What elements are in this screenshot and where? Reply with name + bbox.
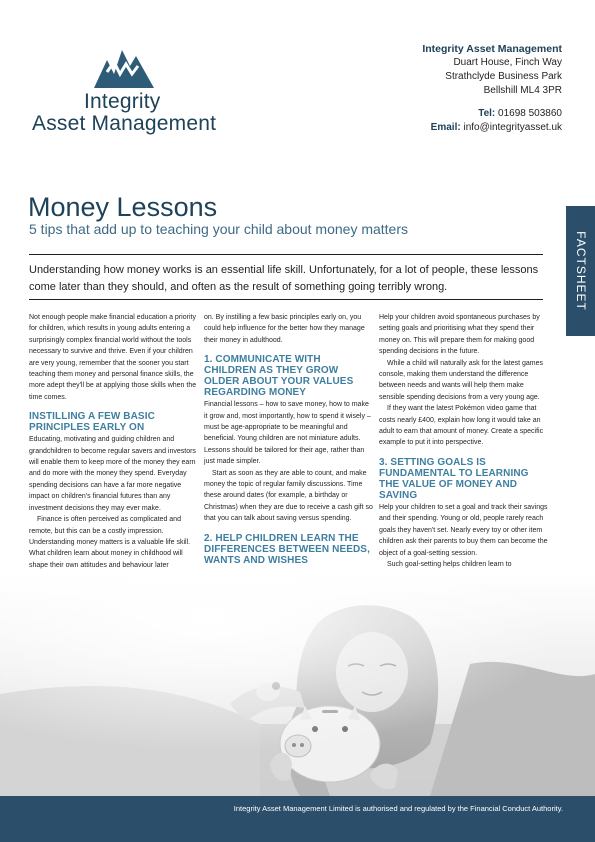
- article-column-2: [204, 312, 374, 567]
- address-line-3: Bellshill ML4 3PR: [483, 85, 562, 96]
- piggy-bank-photo-illustration: [0, 574, 595, 796]
- column-3-paragraph-5: Such goal-setting helps children learn to: [387, 560, 512, 568]
- page-title: Money Lessons: [28, 192, 218, 223]
- footer-bar: [0, 796, 595, 842]
- email-line: [422, 121, 562, 135]
- contact-details: [422, 42, 562, 135]
- email-label: Email:: [430, 122, 461, 133]
- column-3-heading-1: 3. SETTING GOALS IS FUNDAMENTAL TO LEARNING THE VALUE OF MONEY AND SAVING: [379, 456, 529, 501]
- factsheet-tab-label: FACTSHEET: [573, 231, 588, 311]
- article-column-3: [379, 312, 549, 570]
- address-line-1: Duart House, Finch Way: [453, 57, 562, 68]
- column-3-paragraph-2: While a child will naturally ask for the latest games console, making them understand the difference between needs and wants will help them make sensible spending decisions from a very young age.: [379, 359, 544, 401]
- column-2-heading-2: 2. HELP CHILDREN LEARN THE DIFFERENCES BETWEEN NEEDS, WANTS AND WISHES: [204, 532, 370, 566]
- column-2-paragraph-3: Start as soon as they are able to count, and make money the topic of regular family discussions. Time these around dates (for example, a birthday or Christmas) when they are due to receive a cash gift so that you can talk about saving versus spending.: [204, 469, 373, 523]
- contact-company-name: Integrity Asset Management: [422, 43, 562, 55]
- intro-bottom-divider: [29, 299, 543, 300]
- logo-text-integrity: Integrity: [84, 90, 161, 113]
- column-3-paragraph-1: Help your children avoid spontaneous purchases by setting goals and prioritising what they spend their money on. This will prepare them for making good spending decisions in the future.: [379, 314, 540, 356]
- factsheet-side-tab: [566, 206, 595, 336]
- column-2-paragraph-2: Financial lessons – how to save money, how to make it grow and, most importantly, how to spend it wisely – must be age-appropriate to be meaningful and beneficial. Young children are not miniature adults. Lessons should be tailored for their age, rather than just made simpler.: [204, 401, 371, 466]
- telephone-line: [422, 107, 562, 121]
- column-1-paragraph-1: Not enough people make financial education a priority for children, which results in young adults entering a surprisingly complex financial world without the tools necessary to survive and thrive. Even if your children are very young, remember that the sooner you start teaching them money and personal finance skills, the more adept they'll be at applying those skills when the time comes.: [29, 314, 197, 401]
- column-3-paragraph-3: If they want the latest Pokémon video game that costs nearly £400, explain how long it would take an adult to earn that amount of money. Create a specific example to put it into perspective.: [379, 405, 544, 447]
- email-address[interactable]: info@integrityasset.uk: [463, 122, 562, 133]
- column-1-paragraph-2: Educating, motivating and guiding children and grandchildren to become regular savers and investors will enable them to keep more of the money they earn and do more with the money they spend. Everyday spending decisions can have a far more negative impact on children's financial futures than any investment decisions they may ever make.: [29, 436, 196, 512]
- column-1-paragraph-3: Finance is often perceived as complicated and remote, but this can be a costly impression. Understanding money matters is a valuable life skill. What children learn about money in childhood will shape their own attitudes and behaviour later: [29, 516, 191, 569]
- mountain-logo-icon: [94, 44, 154, 88]
- company-logo: [28, 40, 228, 140]
- telephone-number[interactable]: 01698 503860: [498, 108, 562, 119]
- article-column-1: [29, 312, 199, 571]
- regulatory-notice: Integrity Asset Management Limited is authorised and regulated by the Financial Conduct Authority.: [233, 804, 563, 813]
- column-3-paragraph-4: Help your children to set a goal and track their savings and their spending. Young or old, people rarely reach goals they haven't set. Nearly every toy or other item children ask their parents to buy them can become the object of a goal-setting session.: [379, 503, 548, 557]
- child-with-piggy-bank-photo: [0, 574, 595, 796]
- column-2-heading-1: 1. COMMUNICATE WITH CHILDREN AS THEY GROW OLDER ABOUT YOUR VALUES REGARDING MONEY: [204, 354, 354, 399]
- logo-text-asset-management: Asset Management: [32, 112, 217, 135]
- address-line-2: Strathclyde Business Park: [445, 71, 562, 82]
- intro-paragraph: Understanding how money works is an essential life skill. Unfortunately, for a lot of people, these lessons come later than they should, and often as the result of something going terribly wrong.: [29, 264, 539, 293]
- page-subtitle: 5 tips that add up to teaching your child about money matters: [29, 221, 409, 237]
- telephone-label: Tel:: [478, 108, 496, 119]
- column-2-paragraph-1: on. By instilling a few basic principles early on, you could help influence for the better how they manage their money in adulthood.: [204, 314, 365, 344]
- intro-top-divider: [29, 254, 543, 255]
- column-1-heading-1: INSTILLING A FEW BASIC PRINCIPLES EARLY ON: [29, 411, 155, 434]
